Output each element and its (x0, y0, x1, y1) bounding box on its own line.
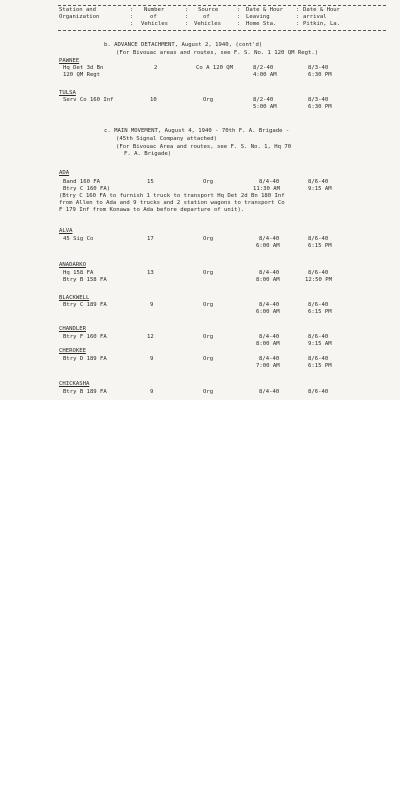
station-name: PAWNEE (59, 58, 80, 64)
header-station-line2: Organization (59, 14, 100, 20)
station-name: ALVA (59, 228, 73, 234)
station-unit: Hq Det 3d Bn (63, 65, 104, 71)
arrive-date: 8/6-40 (308, 270, 329, 276)
arrive-time: 9:15 AM (308, 341, 332, 347)
station-unit: Btry B 189 FA (63, 389, 107, 395)
header-sep: : (237, 14, 241, 20)
leave-date: 8/4-40 (259, 270, 280, 276)
vehicle-source: Org (203, 97, 214, 103)
header-sep: : (130, 14, 134, 20)
header-sep: : (185, 21, 189, 27)
station-name: ANADARKO (59, 262, 86, 268)
station-unit: Hq 158 FA (63, 270, 94, 276)
vehicle-source: Org (203, 270, 214, 276)
vehicle-source: Org (203, 334, 214, 340)
leave-time: 8:00 AM (256, 277, 280, 283)
section-c-note-line1: (For Bivouac Area and routes, see F. S. No. 1, Hq 70 (116, 144, 292, 150)
station-unit: 120 QM Regt (63, 72, 101, 78)
arrive-date: 8/3-40 (308, 97, 329, 103)
vehicle-source: Co A 120 QM (196, 65, 234, 71)
section-c-subheading: (45th Signal Company attached) (116, 136, 218, 142)
header-station-line1: Station and (59, 7, 97, 13)
ada-footnote-line1: (Btry C 160 FA to furnish 1 truck to transport Hq Det 2d Bn 180 Inf (59, 193, 285, 199)
leave-time: 6:00 AM (256, 243, 280, 249)
arrive-date: 8/6-40 (308, 179, 329, 185)
station-unit: Band 160 FA (63, 179, 101, 185)
station-unit: Btry C 189 FA (63, 302, 107, 308)
ada-footnote-line2: from Allen to Ada and 9 trucks and 2 station wagons to transport Co (59, 200, 285, 206)
vehicle-count: 9 (150, 302, 154, 308)
vehicle-source: Org (203, 236, 214, 242)
arrive-date: 8/6-40 (308, 356, 329, 362)
station-unit: 45 Sig Co (63, 236, 94, 242)
section-c-note-line2: F. A. Brigade) (124, 151, 172, 157)
leave-time: 7:00 AM (256, 363, 280, 369)
arrive-date: 8/3-40 (308, 65, 329, 71)
header-leaving-line3: Home Sta. (246, 21, 277, 27)
header-sep: : (296, 21, 300, 27)
header-sep: : (237, 21, 241, 27)
vehicle-count: 17 (147, 236, 154, 242)
arrive-date: 8/6-40 (308, 236, 329, 242)
station-name: TULSA (59, 90, 76, 96)
header-arrival-line2: arrival (303, 14, 327, 20)
header-top-rule (58, 5, 386, 6)
vehicle-count: 9 (150, 389, 154, 395)
arrive-date: 8/6-40 (308, 302, 329, 308)
station-unit: Serv Co 160 Inf (63, 97, 114, 103)
station-name: CHEROKEE (59, 348, 86, 354)
header-sep: : (130, 21, 134, 27)
leave-date: 8/4-40 (259, 356, 280, 362)
arrive-time: 12:50 PM (305, 277, 332, 283)
leave-time: 5:00 AM (253, 104, 277, 110)
arrive-time: 6:15 PM (308, 363, 332, 369)
ada-footnote-line3: F 179 Inf from Konawa to Ada before departure of unit). (59, 207, 245, 213)
station-unit: Btry D 189 FA (63, 356, 107, 362)
station-unit: Btry C 160 FA) (63, 186, 111, 192)
station-name: BLACKWELL (59, 295, 90, 301)
header-leaving-line1: Date & Hour (246, 7, 284, 13)
header-sep: : (296, 14, 300, 20)
vehicle-count: 15 (147, 179, 154, 185)
station-unit: Btry B 158 FA (63, 277, 107, 283)
leave-date: 8/4-40 (259, 302, 280, 308)
header-sep: : (130, 7, 134, 13)
vehicle-source: Org (203, 179, 214, 185)
header-sep: : (185, 14, 189, 20)
header-source-line3: Vehicles (194, 21, 221, 27)
station-name: CHANDLER (59, 326, 86, 332)
leave-date: 8/4-40 (259, 179, 280, 185)
section-b-note: (For Bivouac areas and routes, see F. S. No. 1 120 QM Regt.) (116, 50, 319, 56)
leave-date: 8/2-40 (253, 97, 274, 103)
leave-date: 8/4-40 (259, 334, 280, 340)
header-number-line2: of (150, 14, 157, 20)
vehicle-source: Org (203, 302, 214, 308)
vehicle-count: 2 (154, 65, 158, 71)
vehicle-count: 10 (150, 97, 157, 103)
leave-time: 4:00 AM (253, 72, 277, 78)
station-name: CHICKASHA (59, 381, 90, 387)
header-number-line3: Vehicles (141, 21, 168, 27)
station-name: ADA (59, 170, 70, 176)
arrive-time: 6:15 PM (308, 243, 332, 249)
header-number-line1: Number (144, 7, 165, 13)
station-unit: Btry F 160 FA (63, 334, 107, 340)
vehicle-count: 13 (147, 270, 154, 276)
arrive-time: 6:15 PM (308, 309, 332, 315)
vehicle-count: 9 (150, 356, 154, 362)
arrive-date: 8/6-40 (308, 334, 329, 340)
vehicle-source: Org (203, 356, 214, 362)
leave-date: 8/2-40 (253, 65, 274, 71)
section-c-heading: c. MAIN MOVEMENT, August 4, 1940 - 70th F. A. Brigade - (104, 128, 290, 134)
header-sep: : (185, 7, 189, 13)
leave-time: 11:30 AM (253, 186, 280, 192)
leave-date: 8/4-40 (259, 236, 280, 242)
arrive-time: 6:30 PM (308, 72, 332, 78)
header-arrival-line3: Pitkin, La. (303, 21, 341, 27)
header-source-line2: of (203, 14, 210, 20)
vehicle-source: Org (203, 389, 214, 395)
section-b-heading: b. ADVANCE DETACHMENT, August 2, 1940, (cont'd) (104, 42, 263, 48)
leave-time: 6:00 AM (256, 309, 280, 315)
arrive-date: 8/6-40 (308, 389, 329, 395)
header-leaving-line2: Leaving (246, 14, 270, 20)
header-sep: : (296, 7, 300, 13)
header-bottom-rule (58, 30, 386, 31)
header-arrival-line1: Date & Hour (303, 7, 341, 13)
leave-date: 8/4-40 (259, 389, 280, 395)
header-source-line1: Source (198, 7, 219, 13)
vehicle-count: 12 (147, 334, 154, 340)
arrive-time: 9:15 AM (308, 186, 332, 192)
header-sep: : (237, 7, 241, 13)
arrive-time: 6:30 PM (308, 104, 332, 110)
leave-time: 8:00 AM (256, 341, 280, 347)
